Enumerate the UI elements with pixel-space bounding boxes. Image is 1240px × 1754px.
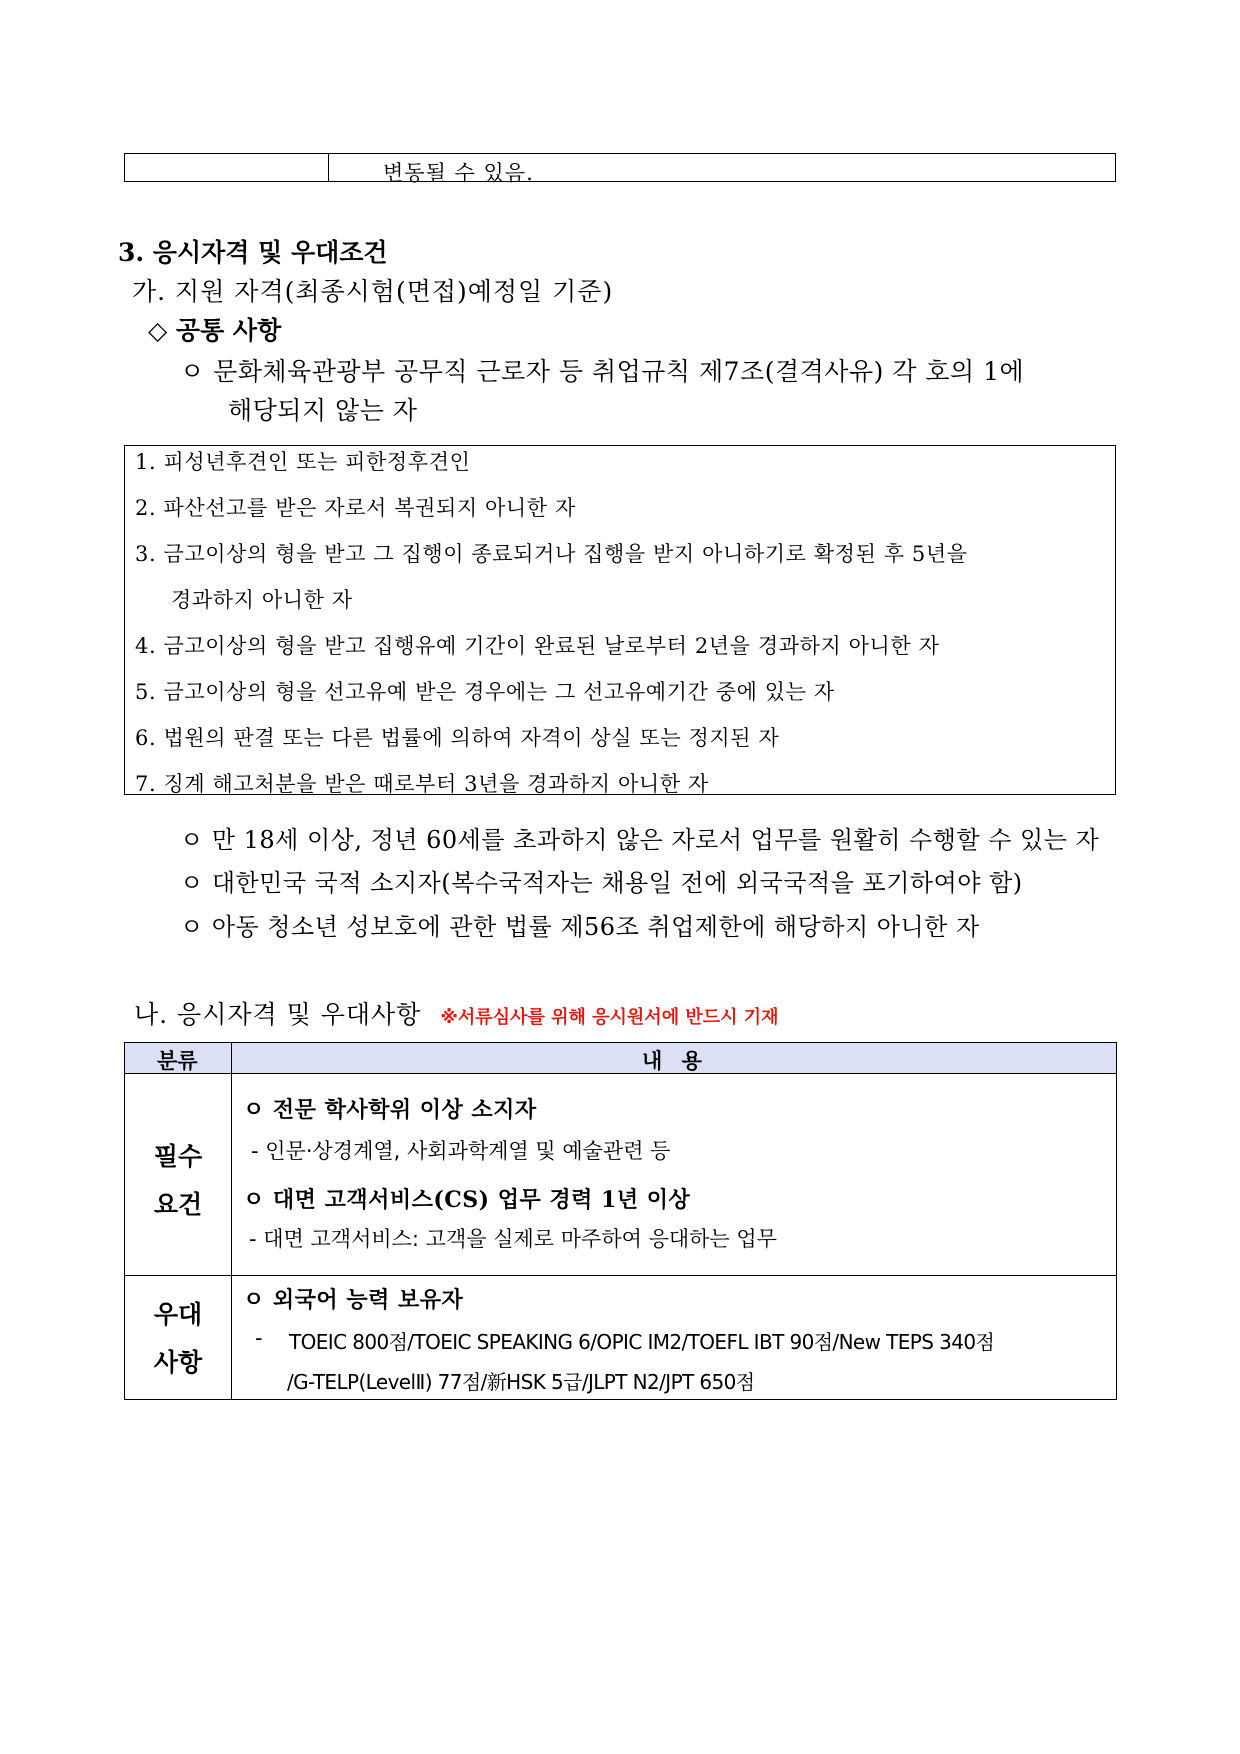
disqualification-box [124,445,1116,795]
table-column-divider [231,1043,232,1399]
list-item: 7. 징계 해고처분을 받은 때로부터 3년을 경과하지 아니한 자 [135,772,709,796]
required-item-degree: ㅇ 전문 학사학위 이상 소지자 [243,1097,537,1123]
section-title: 3. 응시자격 및 우대조건 [118,238,388,267]
category-preferred [125,1291,231,1387]
preferred-scores-line2: /G-TELP(LevelⅡ) 77점/新HSK 5급/JLPT N2/JPT 650점 [287,1370,755,1394]
list-item: 4. 금고이상의 형을 받고 집행유예 기간이 완료된 날로부터 2년을 경과하지 아니한 자 [135,634,940,658]
table-row-divider [125,1275,1116,1276]
header-category: 분류 [157,1048,198,1073]
required-item-experience: ㅇ 대면 고객서비스(CS) 업무 경력 1년 이상 [243,1187,691,1213]
subsection-ga-heading: 가. 지원 자격(최종시험(면접)예정일 기준) [132,277,614,306]
list-item: 6. 법원의 판결 또는 다른 법률에 의하여 자격이 상실 또는 정지된 자 [135,726,780,750]
preferred-scores-line1: TOEIC 800점/TOEIC SPEAKING 6/OPIC IM2/TOEFL IBT 90점/New TEPS 340점 [289,1330,995,1354]
list-item: 1. 피성년후견인 또는 피한정후견인 [135,450,471,474]
continuation-table [124,153,1116,185]
list-item: 5. 금고이상의 형을 선고유예 받은 경우에는 그 선고유예기간 중에 있는 자 [135,680,835,704]
rule-line-2: 해당되지 않는 자 [228,396,418,425]
na-note: ※서류심사를 위해 응시원서에 반드시 기재 [440,1007,779,1028]
table-divider [328,154,329,181]
continuation-cell-text: 변동될 수 있음. [383,161,534,185]
header-content: 내 용 [642,1048,708,1073]
bullet-child-protection: ㅇ 아동 청소년 성보호에 관한 법률 제56조 취업제한에 해당하지 아니한 자 [180,913,980,941]
bullet-nationality: ㅇ 대한민국 국적 소지자(복수국적자는 채용일 전에 외국국적을 포기하여야 함) [180,869,1023,897]
list-item: 2. 파산선고를 받은 자로서 복권되지 아니한 자 [135,496,576,520]
bullet-age: ㅇ 만 18세 이상, 정년 60세를 초과하지 않은 자로서 업무를 원활히 수행할 수 있는 자 [180,826,1100,854]
category-line: 필수 [153,1142,203,1171]
table-header [125,1043,1116,1074]
qualification-table [124,1042,1117,1400]
common-heading: ◇ 공통 사항 [148,316,282,345]
preferred-item-language: ㅇ 외국어 능력 보유자 [243,1287,464,1313]
list-item: 경과하지 아니한 자 [171,588,353,612]
category-line: 요건 [153,1190,203,1219]
rule-line-1: ㅇ 문화체육관광부 공무직 근로자 등 취업규칙 제7조(결격사유) 각 호의 1에 [180,357,1025,386]
category-line: 우대 [153,1300,203,1329]
list-item: 3. 금고이상의 형을 받고 그 집행이 종료되거나 집행을 받지 아니하기로 확정된 후 5년을 [135,542,968,566]
na-heading-text: 나. 응시자격 및 우대사항 [134,1000,422,1029]
required-item-experience-detail: - 대면 고객서비스: 고객을 실제로 마주하여 응대하는 업무 [249,1227,777,1251]
subsection-na-heading [134,995,779,1031]
category-required [125,1133,231,1229]
preferred-dash: - [255,1326,263,1350]
category-line: 사항 [153,1348,203,1377]
required-item-degree-detail: - 인문·상경계열, 사회과학계열 및 예술관련 등 [251,1139,671,1163]
